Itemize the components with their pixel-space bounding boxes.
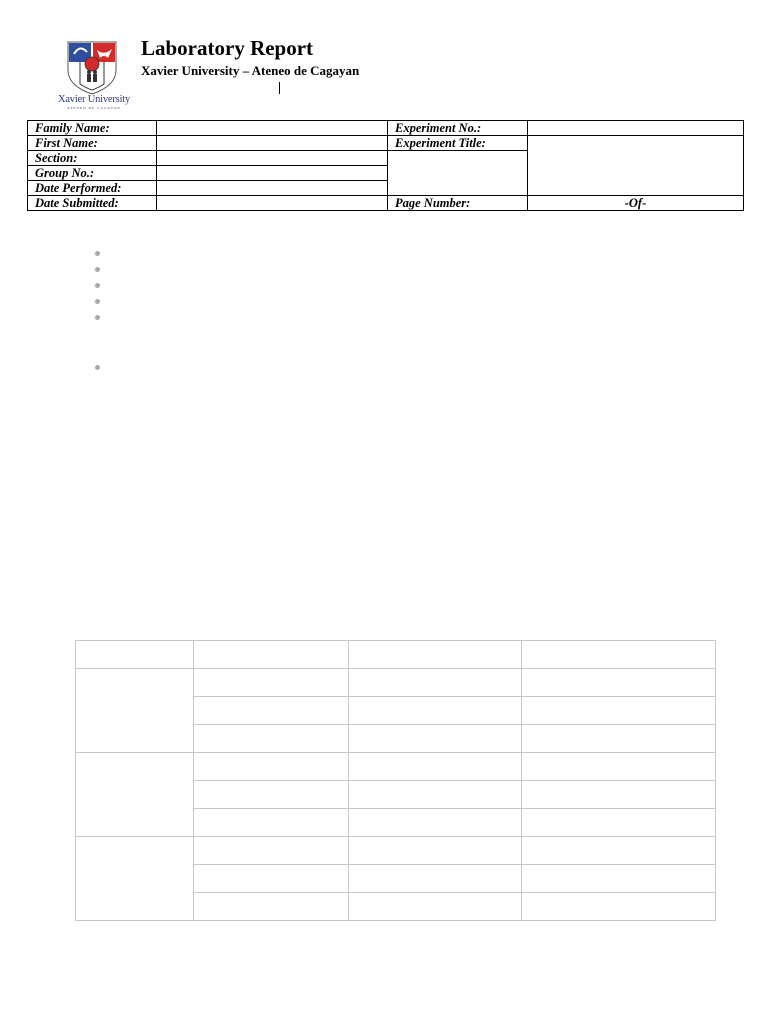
experiment-title-space: [388, 181, 528, 196]
table-cell[interactable]: [349, 893, 522, 921]
page-number-label: Page Number:: [388, 196, 528, 211]
report-title: Laboratory Report: [141, 36, 314, 60]
table-cell[interactable]: [522, 781, 716, 809]
table-cell[interactable]: [349, 837, 522, 865]
table-cell[interactable]: [522, 865, 716, 893]
university-name: Xavier University – Ateneo de Cagayan: [141, 63, 360, 78]
group-cell[interactable]: [76, 837, 194, 921]
text-cursor: [279, 82, 280, 94]
family-name-field[interactable]: [157, 121, 388, 136]
table-row: [28, 136, 744, 151]
table-cell[interactable]: [194, 781, 349, 809]
table-row: [76, 753, 716, 781]
table-cell[interactable]: [194, 837, 349, 865]
table-cell[interactable]: [522, 893, 716, 921]
table-cell[interactable]: [522, 641, 716, 669]
experiment-title-space: [388, 151, 528, 166]
table-cell[interactable]: [194, 641, 349, 669]
table-cell[interactable]: [349, 781, 522, 809]
page-number-field[interactable]: -Of-: [528, 196, 744, 211]
table-cell[interactable]: [349, 809, 522, 837]
data-table: [75, 640, 716, 921]
table-cell[interactable]: [194, 753, 349, 781]
bullet-icon: [95, 283, 100, 288]
experiment-title-space: [388, 166, 528, 181]
table-row: [76, 669, 716, 697]
section-label: Section:: [28, 151, 157, 166]
table-cell[interactable]: [194, 725, 349, 753]
bullet-icon: [95, 299, 100, 304]
experiment-title-label: Experiment Title:: [388, 136, 528, 151]
table-cell[interactable]: [76, 641, 194, 669]
table-cell[interactable]: [349, 865, 522, 893]
group-no-label: Group No.:: [28, 166, 157, 181]
table-row: [76, 837, 716, 865]
table-cell[interactable]: [194, 893, 349, 921]
experiment-no-field[interactable]: [528, 121, 744, 136]
family-name-label: Family Name:: [28, 121, 157, 136]
shield-icon: [66, 40, 118, 96]
table-cell[interactable]: [194, 865, 349, 893]
table-cell[interactable]: [194, 697, 349, 725]
date-performed-field[interactable]: [157, 181, 388, 196]
university-logo: [48, 40, 140, 112]
logo-subcaption: ATENEO DE CAGAYAN: [67, 106, 121, 110]
table-cell[interactable]: [349, 669, 522, 697]
table-cell[interactable]: [349, 753, 522, 781]
group-cell[interactable]: [76, 753, 194, 837]
table-cell[interactable]: [194, 809, 349, 837]
table-cell[interactable]: [349, 641, 522, 669]
table-cell[interactable]: [522, 669, 716, 697]
group-cell[interactable]: [76, 669, 194, 753]
date-performed-label: Date Performed:: [28, 181, 157, 196]
experiment-no-label: Experiment No.:: [388, 121, 528, 136]
table-cell[interactable]: [522, 725, 716, 753]
table-cell[interactable]: [349, 725, 522, 753]
section-field[interactable]: [157, 151, 388, 166]
table-cell[interactable]: [349, 697, 522, 725]
table-cell[interactable]: [522, 753, 716, 781]
group-no-field[interactable]: [157, 166, 388, 181]
logo-caption: Xavier University: [57, 94, 131, 105]
experiment-title-field[interactable]: [528, 136, 744, 196]
date-submitted-field[interactable]: [157, 196, 388, 211]
table-cell[interactable]: [522, 697, 716, 725]
first-name-field[interactable]: [157, 136, 388, 151]
first-name-label: First Name:: [28, 136, 157, 151]
bullet-icon: [95, 365, 100, 370]
bullet-icon: [95, 267, 100, 272]
table-cell[interactable]: [522, 809, 716, 837]
table-cell[interactable]: [522, 837, 716, 865]
table-row: [28, 121, 744, 136]
table-cell[interactable]: [194, 669, 349, 697]
table-row: [28, 196, 744, 211]
bullet-icon: [95, 315, 100, 320]
table-header-row: [76, 641, 716, 669]
bullet-icon: [95, 251, 100, 256]
date-submitted-label: Date Submitted:: [28, 196, 157, 211]
student-info-table: [27, 120, 744, 211]
